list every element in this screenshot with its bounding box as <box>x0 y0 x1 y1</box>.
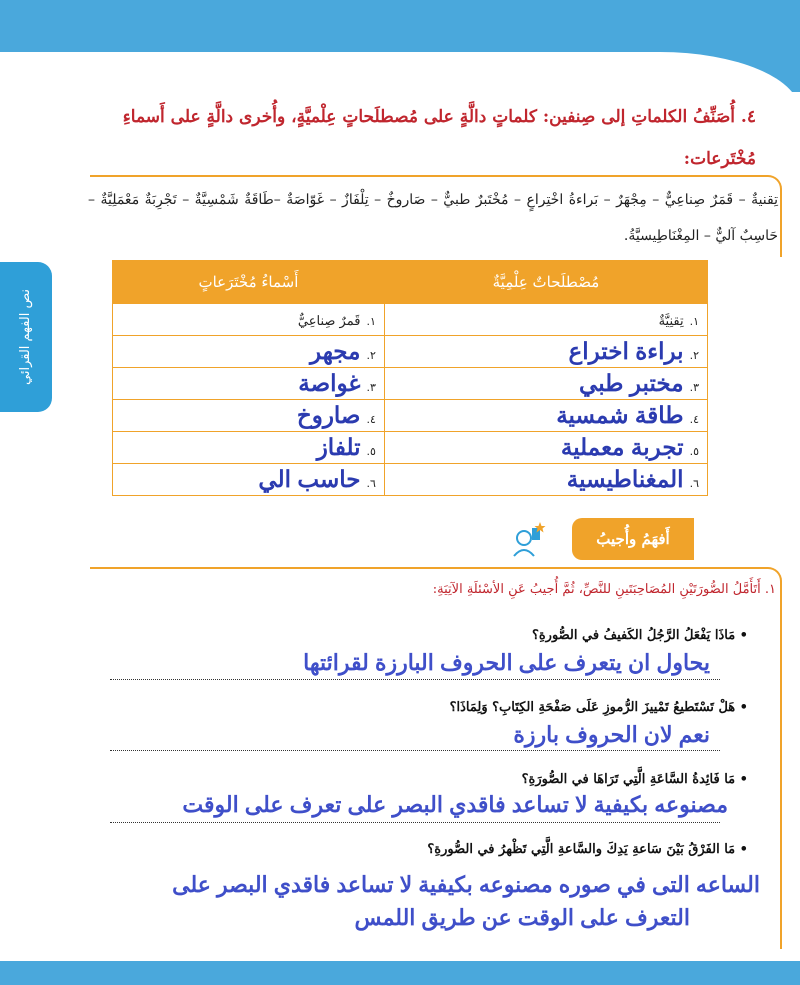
table-row <box>113 368 708 400</box>
scientific-cell[interactable] <box>384 368 707 400</box>
row-number: ١. <box>689 315 699 328</box>
table-row <box>113 336 708 368</box>
scientific-term: براءة اختراع <box>568 338 684 364</box>
row-number: ٦. <box>366 477 376 490</box>
sub-question: • مَا فَائِدةُ السَّاعَةِ الَّتِي تَرَاهَا في الصُّورَةِ؟ <box>521 772 748 787</box>
answer-line <box>110 679 720 680</box>
invention-cell[interactable] <box>113 464 385 496</box>
invention-name: حاسب الي <box>258 466 361 492</box>
table-row <box>113 400 708 432</box>
row-number: ١. <box>366 315 376 328</box>
answer-line <box>110 822 720 823</box>
side-tab-label: نص الفهم القرائي <box>18 289 33 385</box>
sub-question: • مَاذَا يَفْعَلُ الرَّجُلُ الكَفيفُ في الصُّورةِ؟ <box>531 628 748 643</box>
table-row <box>113 464 708 496</box>
scientific-cell[interactable] <box>384 304 707 336</box>
answer-text[interactable]: الساعه التى في صوره مصنوعه بكيفية لا تساعد فاقدي البصر على <box>172 872 760 897</box>
row-number: ٢. <box>689 349 699 362</box>
scientific-cell[interactable] <box>384 336 707 368</box>
question-4-title: ٤. أُصَنِّفُ الكلماتِ إلى صِنفين: كلماتٍ دالَّةٍ على مُصطلَحاتٍ عِلْميَّةٍ، وأُخرى دالَّةٍ على أَسماءِ مُخْتَرعات: <box>122 107 756 169</box>
scientific-term: المغناطيسية <box>566 466 684 492</box>
answer-text[interactable]: مصنوعه بكيفية لا تساعد فاقدي البصر على تعرف على الوقت <box>182 792 728 817</box>
row-number: ٥. <box>366 445 376 458</box>
invention-cell[interactable] <box>113 336 385 368</box>
answer-line <box>110 750 720 751</box>
row-number: ٤. <box>689 413 699 426</box>
row-number: ٥. <box>689 445 699 458</box>
word-bank: تِقنيةٌ – قَمَرٌ صِناعِيٌّ – مِجْهَرٌ – بَراءةُ اخْتِراعٍ – مُخْتَبرٌ طبيٌّ – صَاروخٌ – تِلْفَازٌ – غَوّاصَةٌ –طَاقَةٌ شَمْسِيَّةٌ – تَجْرِبَةٌ مَعْمَلِيَّةٌ – حَاسِبٌ آليٌّ – المِغْنَاطِيسيَّةُ. <box>88 192 778 244</box>
invention-name: صاروخ <box>296 402 361 428</box>
answer-text[interactable]: نعم لان الحروف بارزة <box>513 722 710 747</box>
section-title: أَفهَمُ وأُجيبُ <box>596 530 670 548</box>
sub-question-text: مَا الفَرْقُ بَيْنَ سَاعةِ يَدِكَ والسَّاعةِ الَّتِي تَظْهرُ في الصُّورةِ؟ <box>427 842 736 857</box>
answer-text-continued[interactable]: التعرف على الوقت عن طريق اللمس <box>354 905 690 930</box>
invention-cell[interactable] <box>113 304 385 336</box>
invention-cell[interactable] <box>113 368 385 400</box>
side-tab[interactable] <box>0 262 52 412</box>
row-number: ٣. <box>366 381 376 394</box>
sub-question-text: مَاذَا يَفْعَلُ الرَّجُلُ الكَفيفُ في الصُّورةِ؟ <box>531 628 736 643</box>
invention-name: قَمرٌ صِناعِيٌّ <box>297 314 361 329</box>
scientific-cell[interactable] <box>384 400 707 432</box>
invention-name: مجهر <box>310 338 361 364</box>
row-number: ٢. <box>366 349 376 362</box>
answer-text[interactable]: يحاول ان يتعرف على الحروف البارزة لقرائتها <box>303 650 710 675</box>
invention-cell[interactable] <box>113 400 385 432</box>
header-scientific: مُصْطلَحاتٌ عِلْمِيَّةٌ <box>384 261 707 304</box>
question-1-title: ١. أَتَأَمَّلُ الصُّورَتَيْنِ المُصَاحِبَتَينِ للنَّصِّ، ثُمَّ أُجيبُ عَنِ الأسْئلَةِ الآتِيَةِ: <box>432 582 776 597</box>
scientific-cell[interactable] <box>384 432 707 464</box>
row-number: ٣. <box>689 381 699 394</box>
thinking-person-icon <box>510 518 548 558</box>
sub-question: • هَلْ تَسْتَطيعُ تَمْييزَ الرُّموزِ عَلَى صَفْحَةِ الكِتَابِ؟ وَلِمَاذَا؟ <box>449 700 748 715</box>
classification-table <box>112 260 708 496</box>
invention-cell[interactable] <box>113 432 385 464</box>
scientific-term: تجربة معملية <box>560 434 684 460</box>
invention-name: غواصة <box>298 370 361 396</box>
header-inventions: أَسْماءُ مُخْتَرَعاتٍ <box>113 261 385 304</box>
row-number: ٤. <box>366 413 376 426</box>
table-row <box>113 304 708 336</box>
footer-band <box>0 961 800 985</box>
sub-question-text: هَلْ تَسْتَطيعُ تَمْييزَ الرُّموزِ عَلَى صَفْحَةِ الكِتَابِ؟ وَلِمَاذَا؟ <box>449 700 736 715</box>
table-row <box>113 432 708 464</box>
scientific-term: مختبر طبي <box>579 370 684 396</box>
invention-name: تلفاز <box>316 434 361 460</box>
row-number: ٦. <box>689 477 699 490</box>
scientific-term: طاقة شمسية <box>556 402 684 428</box>
sub-question: • مَا الفَرْقُ بَيْنَ سَاعةِ يَدِكَ والسَّاعةِ الَّتِي تَظْهرُ في الصُّورةِ؟ <box>427 842 748 857</box>
scientific-cell[interactable] <box>384 464 707 496</box>
scientific-term: تِقنِيَّةٌ <box>658 314 684 329</box>
sub-question-text: مَا فَائِدةُ السَّاعَةِ الَّتِي تَرَاهَا في الصُّورَةِ؟ <box>521 772 736 787</box>
